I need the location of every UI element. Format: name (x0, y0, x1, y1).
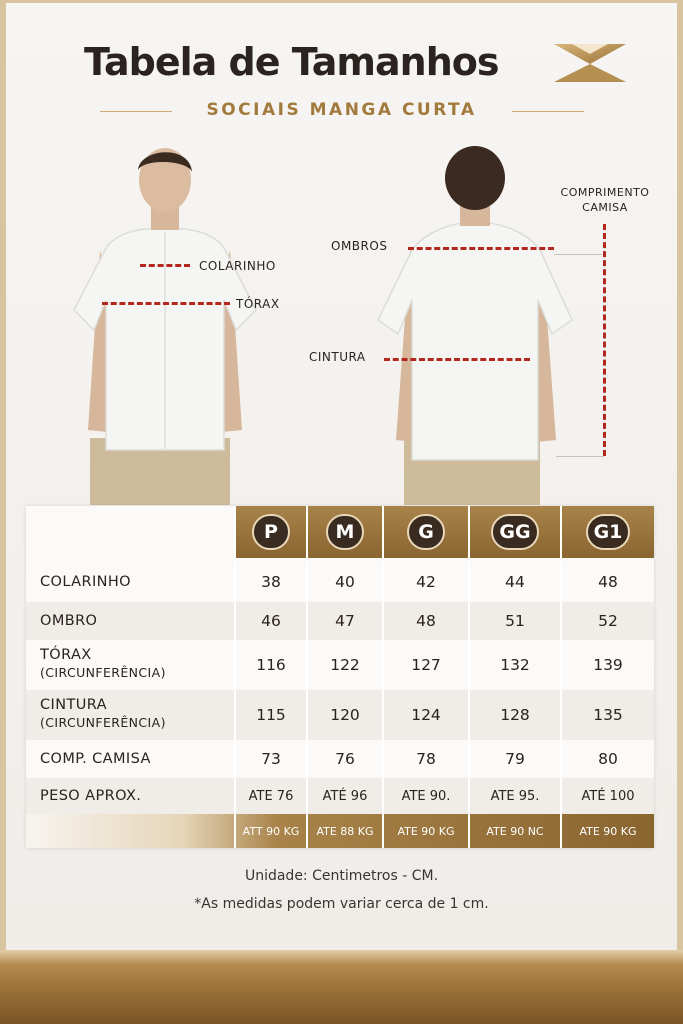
colarinho-measure-line (140, 264, 190, 267)
table-cell: 46 (234, 602, 306, 640)
row-label: COMP. CAMISA (40, 751, 151, 767)
table-cell: ATE 90 KG (560, 814, 654, 848)
torax-label: TÓRAX (236, 297, 280, 311)
table-cell: ATT 90 KG (234, 814, 306, 848)
table-cell: 128 (468, 690, 560, 740)
row-label: COLARINHO (40, 574, 131, 590)
row-label (40, 696, 166, 732)
size-badge: G1 (586, 514, 631, 550)
table-cell: ATE 76 (234, 778, 306, 814)
table-cell: 116 (234, 640, 306, 690)
torax-measure-line (102, 302, 230, 305)
comprimento-guide-line (556, 456, 604, 457)
comprimento-label-line1: COMPRIMENTO (560, 186, 650, 199)
table-cell: 76 (306, 740, 382, 778)
table-cell: 38 (234, 562, 306, 602)
ombros-label: OMBROS (331, 239, 388, 253)
front-model-illustration (60, 140, 270, 505)
table-cell: 122 (306, 640, 382, 690)
table-cell: 40 (306, 562, 382, 602)
row-label-main: TÓRAX (40, 647, 92, 663)
size-header-g (382, 506, 468, 558)
brand-logo-icon (552, 42, 628, 84)
cintura-label: CINTURA (309, 350, 366, 364)
table-row-cintura (26, 690, 654, 740)
table-row-comp-camisa (26, 740, 654, 778)
variation-note: *As medidas podem variar cerca de 1 cm. (194, 896, 489, 912)
row-label: OMBRO (40, 613, 98, 629)
table-cell: 139 (560, 640, 654, 690)
table-cell: ATE 95. (468, 778, 560, 814)
table-row-torax (26, 640, 654, 690)
table-cell: ATÉ 96 (306, 778, 382, 814)
size-header-p (234, 506, 306, 558)
row-label-main: CINTURA (40, 697, 107, 713)
size-header-m (306, 506, 382, 558)
table-cell: ATE 90 KG (382, 814, 468, 848)
size-header-g1 (560, 506, 654, 558)
bottom-gold-bar (0, 950, 683, 1024)
table-cell: 132 (468, 640, 560, 690)
table-cell: 80 (560, 740, 654, 778)
colarinho-label: COLARINHO (199, 259, 276, 273)
table-cell: 42 (382, 562, 468, 602)
table-cell: 124 (382, 690, 468, 740)
page-title: Tabela de Tamanhos (84, 40, 499, 84)
comprimento-label-line2: CAMISA (582, 201, 628, 214)
size-badge: G (407, 514, 445, 550)
table-cell: 52 (560, 602, 654, 640)
subtitle-line-right (512, 111, 584, 112)
size-badge: GG (491, 514, 538, 550)
table-cell: 120 (306, 690, 382, 740)
back-model-illustration (370, 140, 580, 505)
table-cell: 48 (382, 602, 468, 640)
table-cell: ATÉ 100 (560, 778, 654, 814)
row-label (40, 646, 166, 682)
table-cell: 51 (468, 602, 560, 640)
table-cell: ATE 88 KG (306, 814, 382, 848)
table-cell: 79 (468, 740, 560, 778)
ombros-guide-line (554, 254, 602, 255)
cintura-measure-line (384, 358, 530, 361)
table-cell: 78 (382, 740, 468, 778)
comprimento-measure-line (603, 224, 606, 456)
table-cell: 127 (382, 640, 468, 690)
comprimento-label (550, 185, 660, 215)
table-cell: ATE 90 NC (468, 814, 560, 848)
row-label-sub: (CIRCUNFERÊNCIA) (40, 715, 166, 730)
table-cell: 73 (234, 740, 306, 778)
table-cell: ATE 90. (382, 778, 468, 814)
size-header-gg (468, 506, 560, 558)
table-cell: 135 (560, 690, 654, 740)
page-subtitle: SOCIAIS MANGA CURTA (206, 100, 477, 120)
table-cell: 44 (468, 562, 560, 602)
table-row-peso (26, 778, 654, 814)
size-badge: M (326, 514, 364, 550)
size-badge: P (252, 514, 290, 550)
table-row-extra (26, 814, 654, 848)
unit-note: Unidade: Centimetros - CM. (244, 868, 439, 884)
table-row-ombro (26, 602, 654, 640)
table-cell: 115 (234, 690, 306, 740)
table-row-colarinho (26, 562, 654, 602)
ombros-measure-line (408, 247, 554, 250)
row-label-sub: (CIRCUNFERÊNCIA) (40, 665, 166, 680)
size-table (26, 506, 654, 848)
table-cell: 48 (560, 562, 654, 602)
row-label: PESO APROX. (40, 788, 142, 804)
table-cell: 47 (306, 602, 382, 640)
